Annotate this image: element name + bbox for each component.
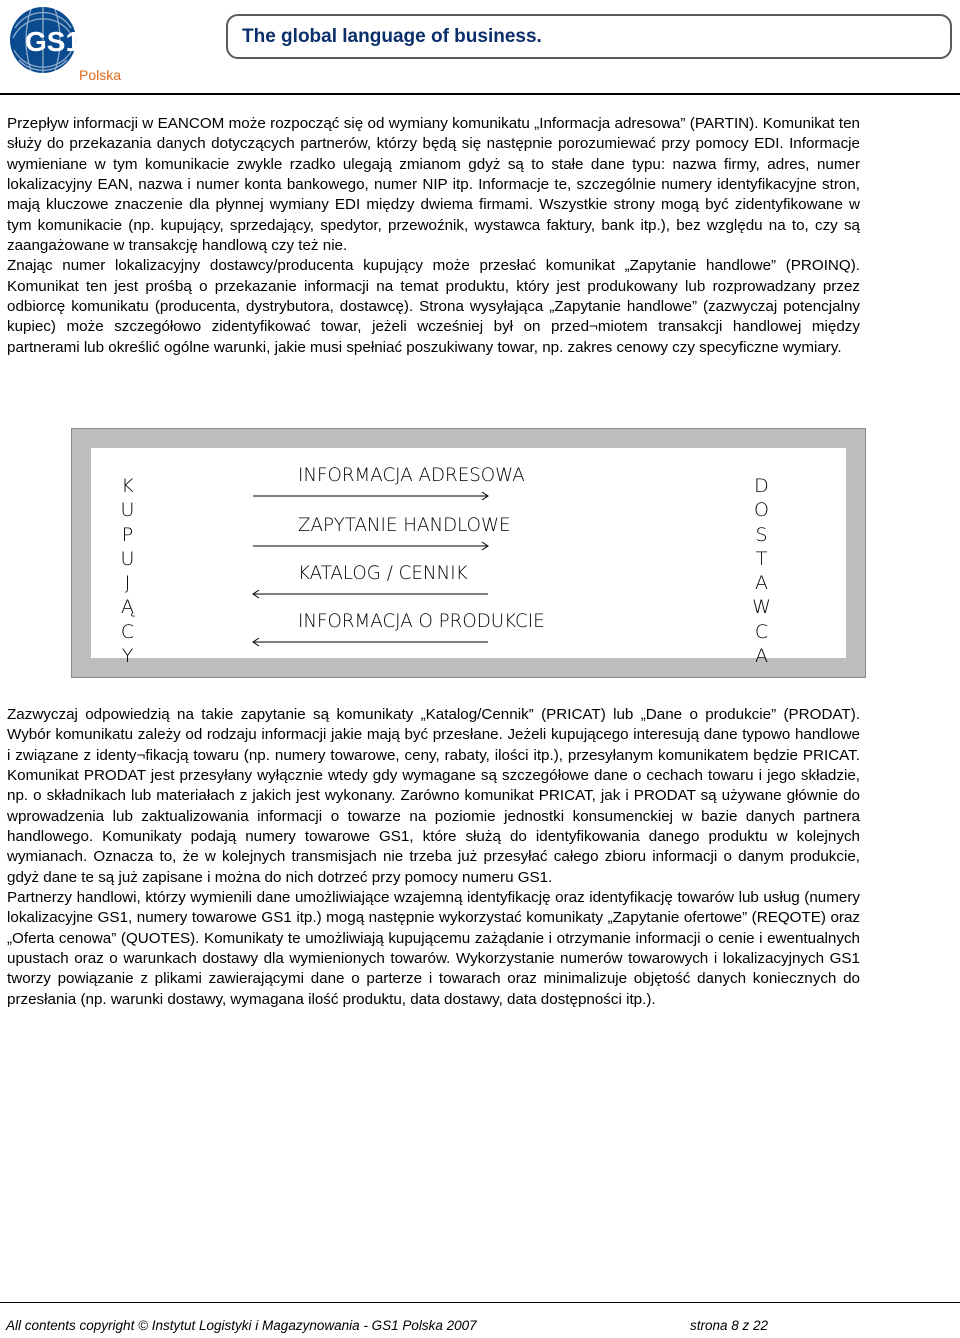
letter: O	[754, 499, 770, 522]
arrow-left-icon	[88, 636, 488, 648]
header-tagline-box	[226, 14, 952, 59]
message-flow-diagram	[71, 428, 866, 678]
header-divider	[0, 93, 960, 95]
message-zapytanie-handlowe	[298, 514, 610, 554]
svg-text:GS1: GS1	[25, 26, 82, 57]
arrow-right-icon	[88, 490, 488, 502]
supplier-vertical-label	[748, 474, 776, 668]
letter: U	[120, 547, 136, 570]
paragraph: Partnerzy handlowi, którzy wymienili dane umożliwiające wzajemną identyfikację oraz identyfikację towarów lub usług (numery lokalizacyjne GS1, numery towarowe GS1 itp.) mogą następnie wykorzystać komunikaty „Zapytanie ofertowe” (REQOTE) oraz „Oferta cenowa” (QUOTES). Komunikaty te umożliwiają kupującemu zażądanie i otrzymanie informacji o cenie i ewentualnych upustach oraz o warunkach dostawy dla wymienionych towarów. Wykorzystanie numerów towarowych i lokalizacyjnych GS1 tworzy powiązanie z plikami zawierającymi dane o parterze i towarach oraz minimalizuje objętość danych koniecznych do przesłania (np. warunki dostawy, wymagana ilość produktu, data dostawy, data dostępności itp.).	[7, 889, 860, 1008]
letter: T	[755, 547, 769, 570]
letter: A	[755, 645, 769, 668]
letter: K	[121, 475, 135, 497]
paragraph: Przepływ informacji w EANCOM może rozpocząć się od wymiany komunikatu „Informacja adresowa” (PARTIN). Komunikat ten służy do przekazania danych dotyczących partnerów, którzy będą się następnie porozumiewać przy pomocy EDI. Informacje wymieniane w tym komunikacie zwykle rzadko ulegają zmianom gdyż są to stałe dane typu: nazwa firmy, adres, numer lokalizacyjny EAN, nazwa i numer konta bankowego, numer NIP itp. Informacje te, szczególnie numery identyfikacyjne stron, mają kluczowe znaczenie dla płynnej wymiany EDI między dwiema firmami. Wszystkie strony mogą być zidentyfikowane w tym komunikacie (np. kupujący, sprzedający, spedytor, przewoźnik, wystawca faktury, bank itp.), bez względu na to, czy są zaangażowane w transakcję handlową czy też nie.	[7, 115, 860, 255]
text-block-bottom	[7, 705, 860, 1010]
svg-text:Polska: Polska	[79, 67, 122, 83]
message-informacja-adresowa	[298, 464, 610, 504]
page-number: strona 8 z 22	[690, 1318, 769, 1333]
message-informacja-o-produkcie	[298, 610, 610, 650]
letter: C	[754, 620, 770, 643]
footer-copyright: All contents copyright © Instytut Logistyki i Magazynowania - GS1 Polska 2007	[6, 1318, 477, 1333]
letter: A	[755, 572, 769, 595]
diagram-canvas	[91, 448, 846, 668]
message-label: ZAPYTANIE HANDLOWE	[298, 514, 511, 536]
gs1-polska-logo	[5, 4, 123, 84]
header-tagline: The global language of business.	[242, 26, 542, 47]
message-label: KATALOG / CENNIK	[298, 562, 468, 584]
letter: Ą	[121, 596, 135, 619]
footer-divider	[0, 1302, 960, 1303]
message-label: INFORMACJA ADRESOWA	[298, 464, 525, 486]
gs1-logo-icon	[5, 4, 123, 84]
letter: C	[120, 620, 136, 643]
letter: W	[752, 596, 772, 619]
message-label: INFORMACJA O PRODUKCIE	[298, 610, 545, 632]
arrow-left-icon	[88, 588, 488, 600]
letter: D	[754, 475, 770, 497]
arrow-right-icon	[88, 540, 488, 552]
paragraph: Znając numer lokalizacyjny dostawcy/producenta kupujący może przesłać komunikat „Zapytanie handlowe” (PROINQ). Komunikat ten jest prośbą o przekazanie informacji na temat produktu, który jest produkowany lub rozprowadzany przez odbiorcę komunikatu (producenta, dystrybutora, dostawcę). Strona wysyłająca „Zapytanie handlowe” (zazwyczaj potencjalny kupiec) może szczegółowo zidentyfikować towar, jeżeli wcześniej był on przed¬miotem transakcji handlowej między partnerami lub określić ogólne warunki, jakie musi spełniać poszukiwany towar, np. zakres cenowy czy specyficzne wymiary.	[7, 257, 860, 356]
text-block-top	[7, 114, 860, 358]
paragraph: Zazwyczaj odpowiedzią na takie zapytanie są komunikaty „Katalog/Cennik” (PRICAT) lub „Dane o produkcie” (PRODAT). Wybór komunikatu zależy od rodzaju informacji jakie mają być przesłane. Jeżeli kupującego interesują dane typowo handlowe i związane z identy¬fikacją towaru (np. numery towarowe, ceny, rabaty, ilości itp.), przesyłanym komunikatem będzie PRICAT. Komunikat PRODAT jest przesyłany wyłącznie wtedy gdy wymagane są szczegółowe dane o cechach towaru i jego składzie, np. o składnikach lub materiałach z jakich jest wykonany. Zarówno komunikat PRICAT, jak i PRODAT są używane głównie do wprowadzenia lub zaktualizowania informacji o towarze na poziomie jednostki konsumenckiej w bazie danych partnera handlowego. Komunikaty podają numery towarowe GS1, które służą do identyfikowania danego produktu w kolejnych wymianach. Oznacza to, że w kolejnych transmisjach nie trzeba już przesyłać całego zbioru informacji o danym produkcie, gdyż dane te są już zapisane i można do nich dotrzeć przy pomocy numeru GS1.	[7, 706, 860, 886]
letter: U	[120, 499, 136, 522]
letter: P	[121, 523, 135, 546]
message-katalog-cennik	[298, 562, 610, 602]
letter: J	[124, 572, 132, 595]
letter: S	[755, 523, 769, 546]
letter: Y	[121, 645, 135, 668]
